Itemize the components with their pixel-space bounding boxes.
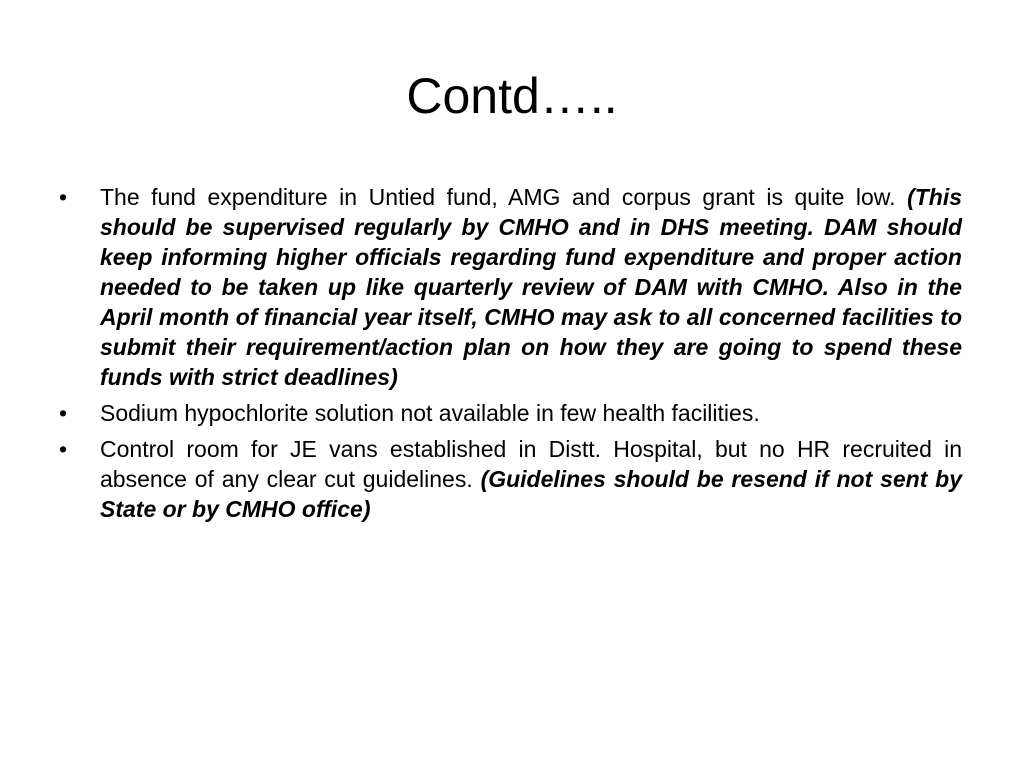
bullet-item-sodium-hypochlorite [57,398,962,428]
bullet-icon: • [59,400,68,426]
bullet-text: Sodium hypochlorite solution not available in few health facilities. [100,400,760,426]
bullet-list [57,182,962,530]
bullet-text: Control room for JE vans established in Distt. Hospital, but no HR recruited in absence of any clear cut guidelines. [100,436,962,492]
bullet-item-fund-expenditure [57,182,962,392]
bullet-text: The fund expenditure in Untied fund, AMG and corpus grant is quite low. [100,184,896,210]
slide-title: Contd….. [406,68,618,124]
bullet-emphasis: (Guidelines should be resend if not sent by State or by CMHO office) [100,466,963,522]
bullet-icon: • [59,436,68,462]
bullet-emphasis: (This should be supervised regularly by CMHO and in DHS meeting. DAM should keep informing higher officials regarding fund expenditure and proper action needed to be taken up like quarterly review of DAM with CMHO. Also in the April month of financial year itself, CMHO may ask to all concerned facilities to submit their requirement/action plan on how they are going to spend these funds with strict deadlines) [100,184,963,390]
bullet-item-control-room [57,434,962,524]
bullet-icon: • [59,184,68,210]
